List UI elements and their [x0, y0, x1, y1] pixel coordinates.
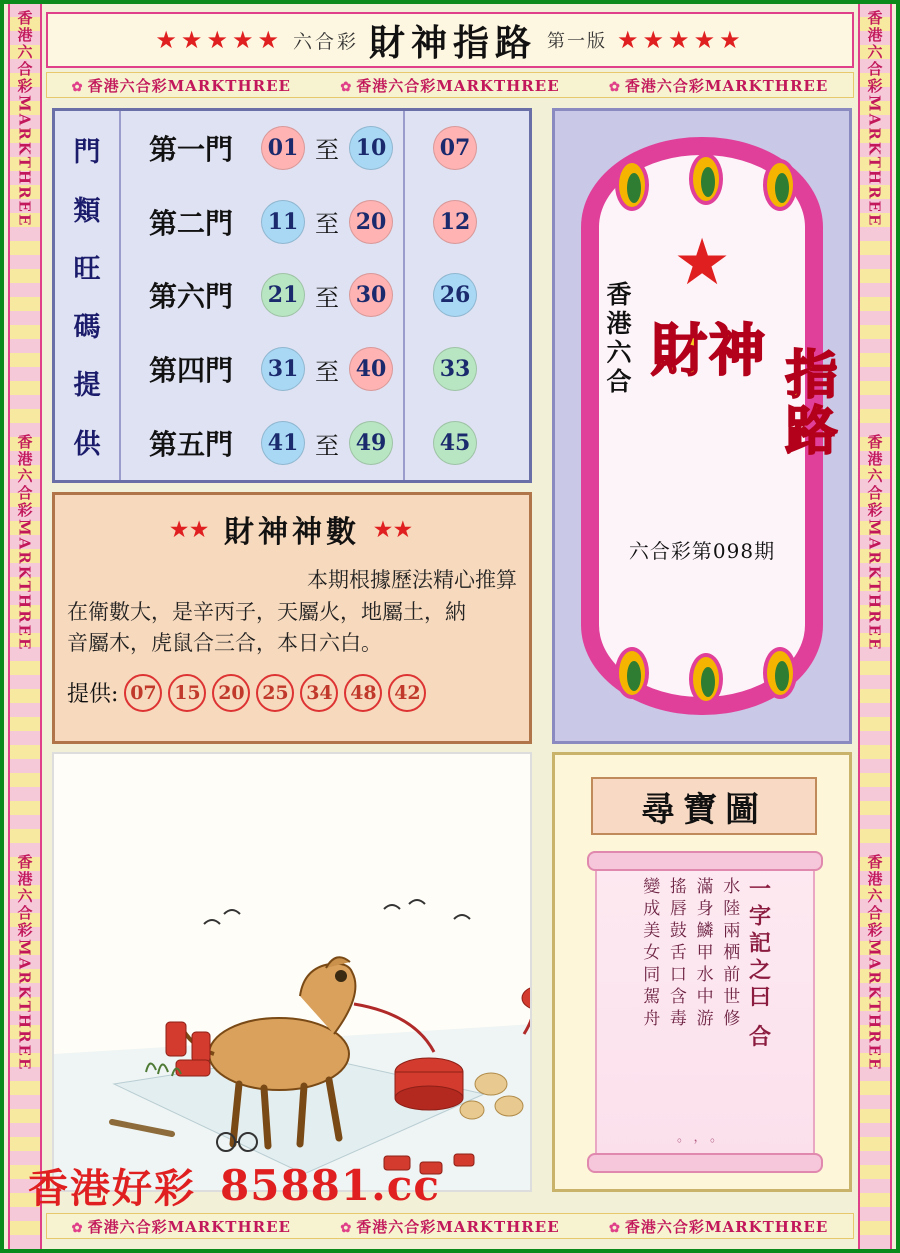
table-row: [121, 332, 529, 406]
gate-table-side-label: [55, 111, 121, 480]
divine-line-1: 本期根據歷法精心推算: [307, 568, 517, 592]
range-start-ball: 41: [261, 421, 305, 465]
stars-left: ★★★★★: [155, 26, 283, 54]
gem-icon: [763, 159, 797, 211]
column-divider: [403, 259, 405, 333]
riddle-dots: 。，。: [676, 1130, 733, 1145]
star-icon: ★: [673, 226, 731, 300]
riddle-column: 搖唇鼓舌口含毒: [665, 877, 686, 1031]
side-label-char: 碼: [73, 312, 101, 344]
divine-line-3: 音屬木，虎鼠合三合，本日六白。: [67, 631, 382, 655]
bottom-marquee-strip: [46, 1213, 854, 1239]
emblem-panel: [552, 108, 852, 744]
range-start-ball: 01: [261, 126, 305, 170]
supply-number: 48: [344, 674, 382, 712]
table-row: [121, 259, 529, 333]
page-title-bar: [46, 12, 854, 68]
star-left-icon: ★★: [170, 517, 210, 541]
column-divider: [403, 111, 405, 185]
marquee-item: ✿ 香港六合彩MARKTHREE: [609, 1216, 828, 1237]
divine-body-text: [67, 565, 517, 660]
side-label-char: 供: [73, 428, 101, 460]
marquee-item: ✿ 香港六合彩MARKTHREE: [72, 1216, 291, 1237]
gate-label: 第一門: [148, 132, 233, 166]
page-title: 財神指路: [369, 21, 538, 64]
edition-label: 第一版: [547, 31, 608, 52]
gem-icon: [689, 653, 723, 705]
watermark-url: 85881.cc: [220, 1160, 440, 1210]
range-end-ball: 10: [349, 126, 393, 170]
table-row: [121, 406, 529, 480]
top-marquee-strip: [46, 72, 854, 98]
range-connector: 至: [315, 136, 339, 165]
dog-illustration: [52, 752, 532, 1192]
divine-supply-row: [67, 674, 517, 712]
rail-text: 香港六合彩MARKTHREE: [15, 434, 34, 652]
gem-icon: [689, 153, 723, 205]
divine-line-2: 在衛數大，是辛丙子，天屬火，地屬土，納: [67, 599, 466, 624]
supply-number: 07: [124, 674, 162, 712]
marquee-item: ✿ 香港六合彩MARKTHREE: [72, 75, 291, 96]
riddle-scroll: [595, 859, 815, 1165]
gate-label: 第四門: [148, 354, 233, 388]
side-label-char: 類: [73, 195, 101, 227]
gem-icon: [615, 647, 649, 699]
rail-text: 香港六合彩MARKTHREE: [865, 10, 884, 228]
gem-icon: [763, 647, 797, 699]
range-start-ball: 31: [261, 347, 305, 391]
right-decorative-rail: [858, 4, 892, 1249]
range-end-ball: 30: [349, 273, 393, 317]
divine-panel-title: [67, 507, 517, 551]
illustration-svg: [54, 754, 532, 1192]
supply-number: 25: [256, 674, 294, 712]
column-divider: [403, 332, 405, 406]
marquee-item: ✿ 香港六合彩MARKTHREE: [340, 75, 559, 96]
pick-ball: 26: [433, 273, 477, 317]
issue-number: 六合彩第098期: [628, 539, 776, 563]
supply-label: 提供:: [67, 682, 119, 707]
supply-number: 15: [168, 674, 206, 712]
supply-number: 42: [388, 674, 426, 712]
pick-ball: 07: [433, 126, 477, 170]
gate-number-table: [52, 108, 532, 483]
emblem-title-part2: 指路: [776, 347, 837, 459]
side-label-char: 門: [73, 137, 101, 169]
side-label-char: 旺: [73, 253, 101, 285]
riddle-column: 變成美女同駕舟: [639, 877, 660, 1031]
side-label-char: 提: [73, 370, 101, 402]
range-connector: 至: [315, 210, 339, 239]
range-connector: 至: [315, 431, 339, 460]
riddle-column: 滿身鱗甲水中游: [692, 877, 713, 1031]
table-row: [121, 111, 529, 185]
divine-title-text: 財神神數: [224, 515, 360, 550]
marquee-item: ✿ 香港六合彩MARKTHREE: [609, 75, 828, 96]
column-divider: [403, 185, 405, 259]
rail-text: 香港六合彩MARKTHREE: [865, 434, 884, 652]
pick-ball: 12: [433, 200, 477, 244]
riddle-column: 一字記之曰 合: [745, 877, 772, 1052]
treasure-title: 尋寶圖: [591, 777, 817, 835]
range-start-ball: 11: [261, 200, 305, 244]
range-start-ball: 21: [261, 273, 305, 317]
rail-text: 香港六合彩MARKTHREE: [15, 854, 34, 1072]
column-divider: [403, 406, 405, 480]
range-end-ball: 49: [349, 421, 393, 465]
gate-label: 第五門: [148, 428, 233, 462]
left-decorative-rail: [8, 4, 42, 1249]
stars-right: ★★★★★: [617, 26, 745, 54]
range-connector: 至: [315, 283, 339, 312]
emblem-title-part1: 財神: [651, 318, 767, 384]
pick-ball: 33: [433, 347, 477, 391]
pick-ball: 45: [433, 421, 477, 465]
star-right-icon: ★★: [374, 517, 414, 541]
treasure-map-panel: [552, 752, 852, 1192]
table-row: [121, 185, 529, 259]
divine-numbers-panel: [52, 492, 532, 744]
range-end-ball: 20: [349, 200, 393, 244]
gate-label: 第六門: [148, 280, 233, 314]
emblem-hk-text: 香港六合: [603, 281, 632, 397]
supply-number: 20: [212, 674, 250, 712]
gem-icon: [615, 159, 649, 211]
supply-number: 34: [300, 674, 338, 712]
rail-text: 香港六合彩MARKTHREE: [15, 10, 34, 228]
gate-label: 第二門: [148, 206, 233, 240]
rail-text: 香港六合彩MARKTHREE: [865, 854, 884, 1072]
marquee-item: ✿ 香港六合彩MARKTHREE: [340, 1216, 559, 1237]
subtitle-small: 六合彩: [292, 30, 359, 53]
watermark-brand: 香港好彩: [28, 1164, 196, 1212]
range-end-ball: 40: [349, 347, 393, 391]
riddle-column: 水陸兩栖前世修: [719, 877, 740, 1031]
range-connector: 至: [315, 357, 339, 386]
